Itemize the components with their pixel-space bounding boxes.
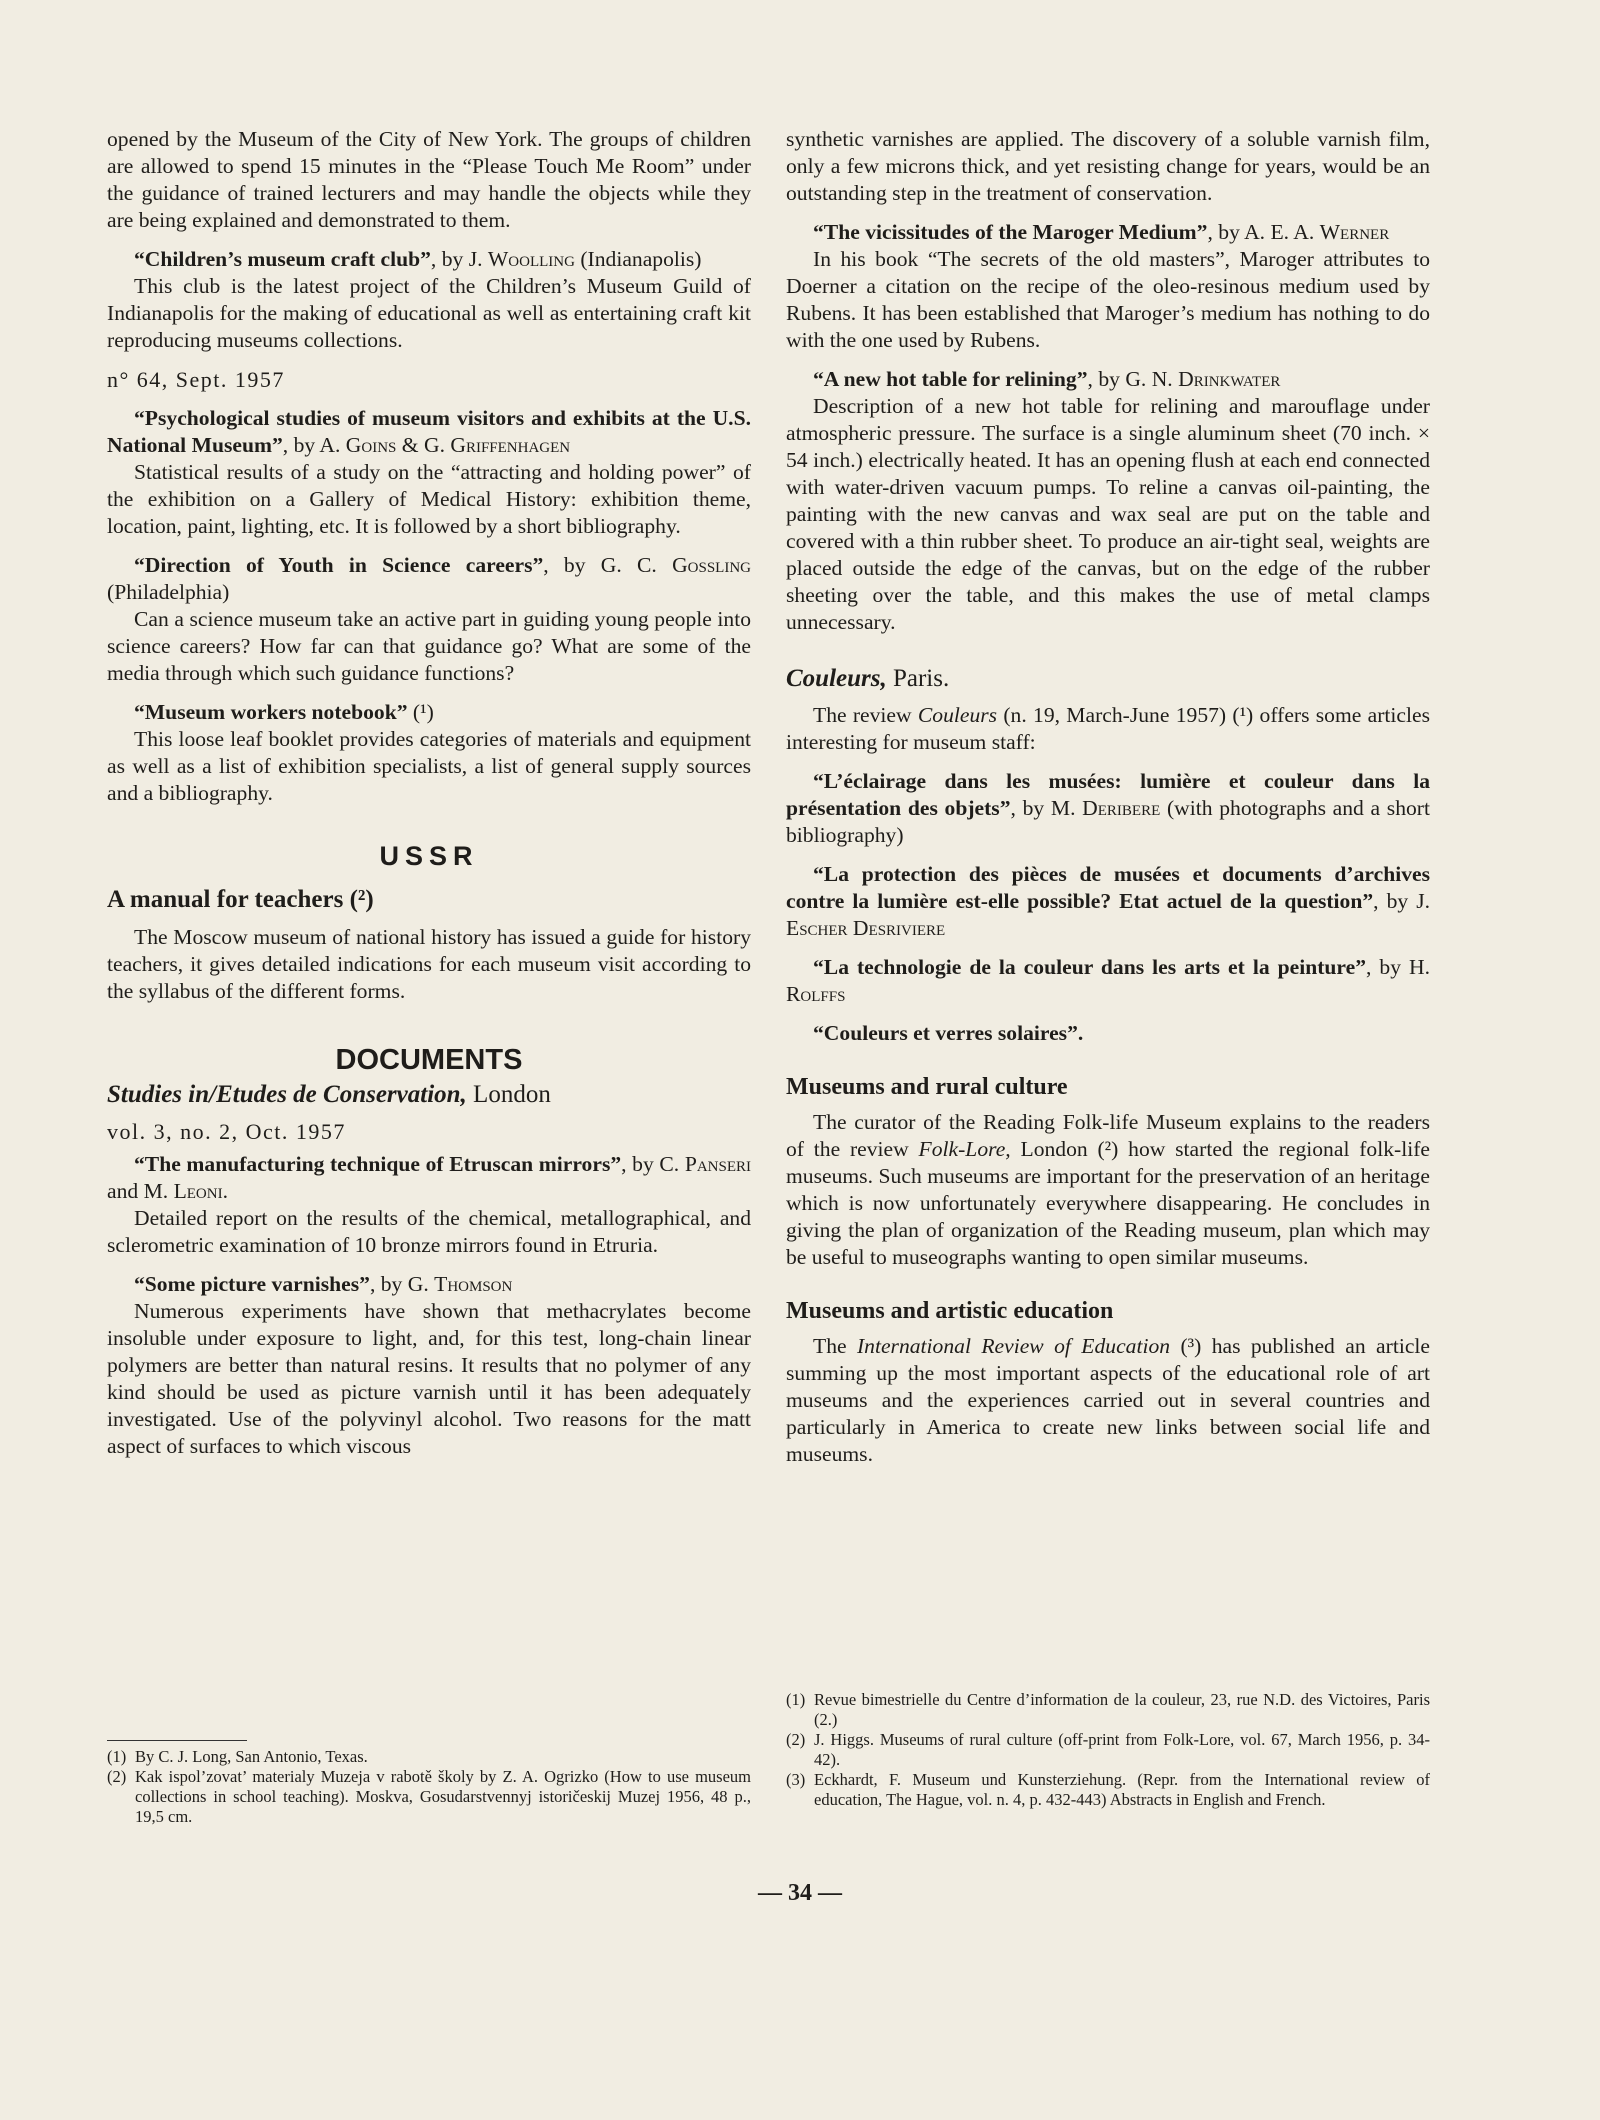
continuation-paragraph: synthetic varnishes are applied. The discovery of a soluble varnish film, only a few microns thick, and yet resisting change for years, would be an outstanding step in the treatment of conservation. <box>786 127 1430 205</box>
varnish-title: “Some picture varnishes”, by G. Thomson <box>134 1272 513 1296</box>
artistic-education-heading: Museums and artistic education <box>786 1298 1114 1324</box>
technologie-title: “La technologie de la couleur dans les arts et la peinture”, by H. Rolffs <box>786 955 1430 1006</box>
verres-solaires-title: “Couleurs et verres solaires”. <box>813 1021 1084 1045</box>
hot-table-title: “A new hot table for relining”, by G. N. Drinkwater <box>813 367 1281 391</box>
manual-body: The Moscow museum of national history has issued a guide for history teachers, it gives detailed indications for each museum visit according to the syllabus of the different forms. <box>107 925 751 1003</box>
youth-science-title: “Direction of Youth in Science careers”, by G. C. Gossling (Philadelphia) <box>107 553 751 604</box>
studies-issue: vol. 3, no. 2, Oct. 1957 <box>107 1119 346 1144</box>
etruscan-title: “The manufacturing technique of Etruscan mirrors”, by C. Panseri and M. Leoni. <box>107 1152 751 1203</box>
couleurs-intro: The review Couleurs (n. 19, March-June 1957) (¹) offers some articles interesting for museum staff: <box>786 703 1430 754</box>
ussr-heading: USSR <box>379 841 479 871</box>
right-column <box>786 126 1430 1468</box>
rural-culture-heading: Museums and rural culture <box>786 1074 1068 1100</box>
maroger-body: In his book “The secrets of the old masters”, Maroger attributes to Doerner a citation on the recipe of the oleo-resinous medium used by Rubens. It has been established that Maroger’s medium has nothing to do with the one used by Rubens. <box>786 247 1430 352</box>
manual-heading: A manual for teachers (²) <box>107 886 374 913</box>
right-footnotes <box>786 1690 1430 1810</box>
maroger-title: “The vicissitudes of the Maroger Medium”, by A. E. A. Werner <box>813 220 1390 244</box>
protection-title: “La protection des pièces de musées et documents d’archives contre la lumière est-elle possible? Etat actuel de la question”, by J. Escher Desriviere <box>786 862 1431 940</box>
footnote-rule <box>107 1740 247 1741</box>
intro-paragraph: opened by the Museum of the City of New York. The groups of children are allowed to spend 15 minutes in the “Please Touch Me Room” under the guidance of trained lecturers and may handle the objects while they are being explained and demonstrated to them. <box>107 127 751 232</box>
page-number: — 34 — <box>758 1880 842 1906</box>
hot-table-body: Description of a new hot table for relining and marouflage under atmospheric pressure. The surface is a single aluminum sheet (70 inch. × 54 inch.) electrically heated. It has an opening flush at each end connected with water-driven vacuum pumps. To reline a canvas oil-painting, the painting with the new canvas and wax seal are put on the table and covered with a thin rubber sheet. To produce an air-tight seal, weights are placed outside the edge of the canvas, but on the edge of the rubber sheeting over the table, and this makes the use of metal clamps unnecessary. <box>786 394 1430 634</box>
rural-culture-body: The curator of the Reading Folk-life Museum explains to the readers of the review Folk-Lore, London (²) how started the regional folk-life museums. Such museums are important for the preservation of an heritage which is now unfortunately everywhere disappearing. He concludes in giving the plan of organization of the Reading museum, plan which may be useful to museographs wanting to open similar museums. <box>786 1110 1430 1269</box>
varnish-body: Numerous experiments have shown that methacrylates become insoluble under exposure to light, and, for this test, long-chain linear polymers are better than natural resins. It results that no polymer of any kind should be used as picture varnish until it has been adequately investigated. Use of the polyvinyl alcohol. Two reasons for the matt aspect of surfaces to which viscous <box>107 1299 751 1458</box>
notebook-body: This loose leaf booklet provides categories of materials and equipment as well as a list of exhibition specialists, a list of general supply sources and a bibliography. <box>107 727 751 805</box>
footnote-item: (3) Eckhardt, F. Museum und Kunsterziehung. (Repr. from the International review of education, The Hague, vol. n. 4, p. 432-443) Abstracts in English and French. <box>786 1770 1430 1809</box>
youth-science-body: Can a science museum take an active part in guiding young people into science careers? How far can that guidance go? What are some of the media through which such guidance functions? <box>107 607 751 685</box>
eclairage-title: “L’éclairage dans les musées: lumière et couleur dans la présentation des objets”, by M. Deribere (with photographs and a short bibliography) <box>786 769 1430 847</box>
issue-64: n° 64, Sept. 1957 <box>107 367 285 392</box>
studies-title: Studies in/Etudes de Conservation, London <box>107 1081 551 1108</box>
left-footnotes <box>107 1740 751 1827</box>
artistic-education-body: The International Review of Education (³) has published an article summing up the most important aspects of the educational role of art museums and the experiences carried out in several countries and particularly in America to create new links between social life and museums. <box>786 1334 1430 1466</box>
craft-club-body: This club is the latest project of the Children’s Museum Guild of Indianapolis for the making of educational as well as entertaining craft kit reproducing museums collections. <box>107 274 751 352</box>
etruscan-body: Detailed report on the results of the chemical, metallographical, and sclerometric examination of 10 bronze mirrors found in Etruria. <box>107 1206 751 1257</box>
footnote-item: (2) J. Higgs. Museums of rural culture (off-print from Folk-Lore, vol. 67, March 1956, p. 34-42). <box>786 1730 1430 1769</box>
couleurs-title: Couleurs, Paris. <box>786 665 950 692</box>
footnote-item: (1) Revue bimestrielle du Centre d’information de la couleur, 23, rue N.D. des Victoires, Paris (2.) <box>786 1690 1430 1729</box>
notebook-title: “Museum workers notebook” (¹) <box>134 700 434 724</box>
psych-studies-title: “Psychological studies of museum visitors and exhibits at the U.S. National Museum”, by A. Goins & G. Griffenhagen <box>107 406 751 457</box>
left-column <box>107 126 751 1460</box>
craft-club-title: “Children’s museum craft club”, by J. Woolling (Indianapolis) <box>134 247 702 271</box>
psych-studies-body: Statistical results of a study on the “attracting and holding power” of the exhibition on a Gallery of Medical History: exhibition theme, location, paint, lighting, etc. It is followed by a short bibliography. <box>107 460 751 538</box>
footnote-item: (2) Kak ispol’zovat’ materialy Muzeja v rabotě školy by Z. A. Ogrizko (How to use museum collections in school teaching). Moskva, Gosudarstvennyj istoričeskij Muzej 1956, 48 p., 19,5 cm. <box>107 1767 751 1826</box>
footnote-item: (1) By C. J. Long, San Antonio, Texas. <box>107 1747 368 1766</box>
documents-heading: DOCUMENTS <box>335 1044 523 1076</box>
